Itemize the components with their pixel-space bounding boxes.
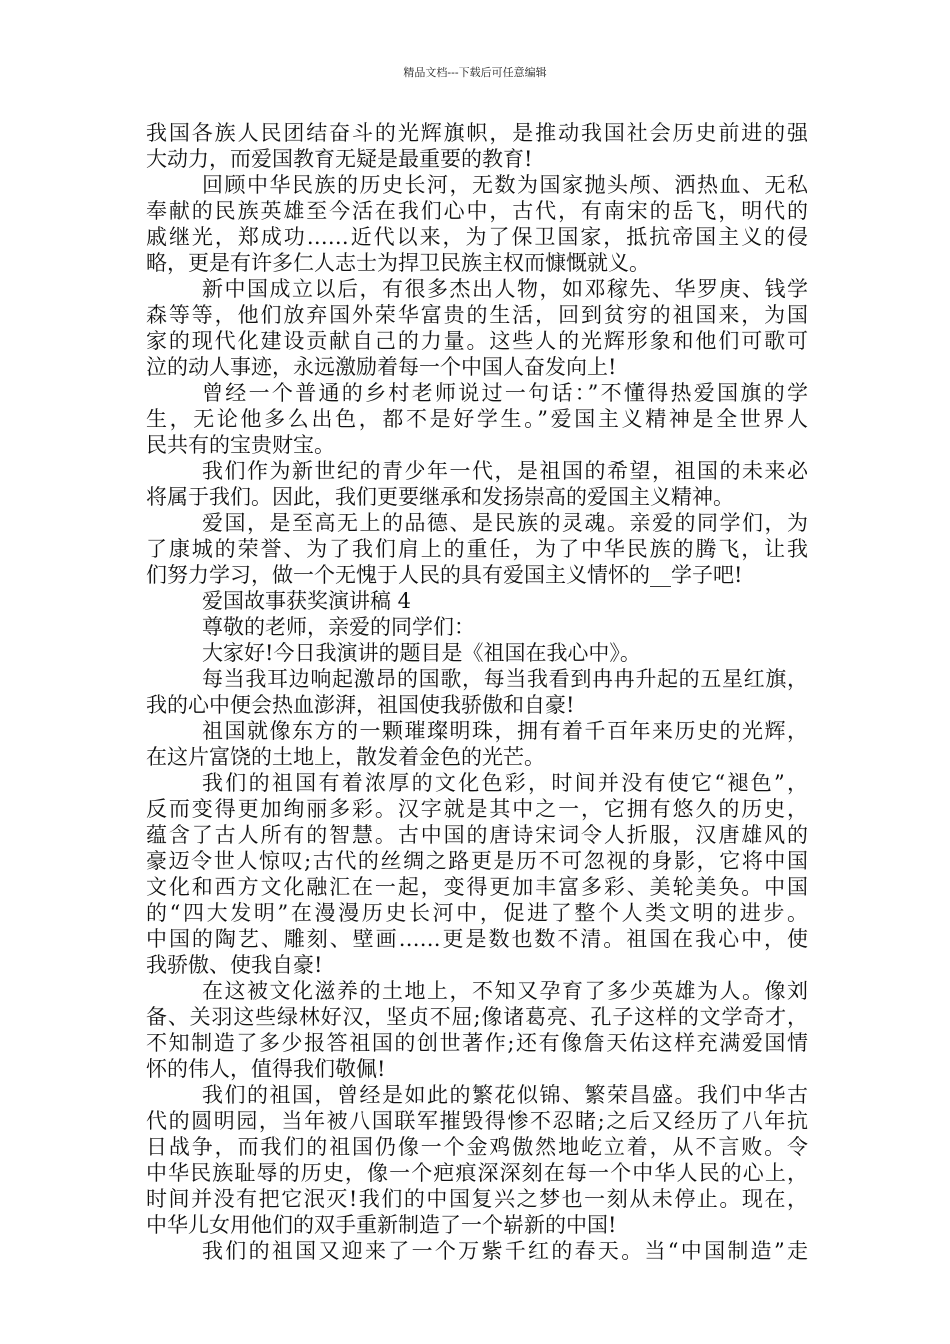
text-line: 曾经一个普通的乡村老师说过一句话：”不懂得热爱国旗的学 bbox=[202, 381, 808, 405]
text-line: 略，更是有许多仁人志士为捍卫民族主权而慷慨就义。 bbox=[146, 251, 650, 275]
text-line: 了康城的荣誉、为了我们肩上的重任，为了中华民族的腾飞，让我 bbox=[146, 537, 808, 561]
text-line: 备、关羽这些绿林好汉，坚贞不屈;像诸葛亮、孔子这样的文学奇才， bbox=[146, 1005, 808, 1029]
text-line: 不知制造了多少报答祖国的创世著作;还有像詹天佑这样充满爱国情 bbox=[146, 1031, 808, 1055]
text-line: 每当我耳边响起激昂的国歌，每当我看到冉冉升起的五星红旗， bbox=[202, 667, 808, 691]
text-line: 我们的祖国，曾经是如此的繁花似锦、繁荣昌盛。我们中华古 bbox=[202, 1083, 808, 1107]
text-line: 代的圆明园，当年被八国联军摧毁得惨不忍睹;之后又经历了八年抗 bbox=[146, 1109, 808, 1133]
text-line: 我的心中便会热血澎湃，祖国使我骄傲和自豪! bbox=[146, 693, 575, 717]
text-line: 新中国成立以后，有很多杰出人物，如邓稼先、华罗庚、钱学 bbox=[202, 277, 808, 301]
text-line: 大家好!今日我演讲的题目是《祖国在我心中》。 bbox=[202, 641, 641, 665]
text-line: 森等等，他们放弃国外荣华富贵的生活，回到贫穷的祖国来，为国 bbox=[146, 303, 808, 327]
text-line: 奉献的民族英雄至今活在我们心中，古代，有南宋的岳飞，明代的 bbox=[146, 199, 808, 223]
text-line: 时间并没有把它泯灭!我们的中国复兴之梦也一刻从未停止。现在， bbox=[146, 1187, 808, 1211]
text-line: 生，无论他多么出色，都不是好学生。”爱国主义精神是全世界人 bbox=[146, 407, 808, 431]
text-line: 我们的祖国有着浓厚的文化色彩，时间并没有使它“褪色”， bbox=[202, 771, 808, 795]
text-line: 回顾中华民族的历史长河，无数为国家抛头颅、洒热血、无私 bbox=[202, 173, 808, 197]
text-line: 怀的伟人，值得我们敬佩! bbox=[146, 1057, 386, 1081]
text-line: 爱国，是至高无上的品德、是民族的灵魂。亲爱的同学们，为 bbox=[202, 511, 808, 535]
text-line: 蕴含了古人所有的智慧。古中国的唐诗宋词令人折服，汉唐雄风的 bbox=[146, 823, 808, 847]
text-line: 我们的祖国又迎来了一个万紫千红的春天。当“中国制造”走 bbox=[202, 1239, 808, 1263]
page-header: 精品文档---下载后可任意编辑 bbox=[403, 66, 547, 79]
text-line: 祖国就像东方的一颗璀璨明珠，拥有着千百年来历史的光辉， bbox=[202, 719, 808, 743]
text-line: 我骄傲、使我自豪! bbox=[146, 953, 323, 977]
document-body bbox=[146, 120, 808, 1264]
text-line: 豪迈令世人惊叹;古代的丝绸之路更是历不可忽视的身影，它将中国 bbox=[146, 849, 808, 873]
text-line: 中国的陶艺、雕刻、壁画……更是数也数不清。祖国在我心中，使 bbox=[146, 927, 808, 951]
text-line: 日战争，而我们的祖国仍像一个金鸡傲然地屹立着，从不言败。令 bbox=[146, 1135, 808, 1159]
text-line: 在这片富饶的土地上，散发着金色的光芒。 bbox=[146, 745, 545, 769]
text-line: 中华民族耻辱的历史，像一个疤痕深深刻在每一个中华人民的心上， bbox=[146, 1161, 808, 1185]
text-line: 文化和西方文化融汇在一起，变得更加丰富多彩、美轮美奂。中国 bbox=[146, 875, 808, 899]
text-line: 家的现代化建设贡献自己的力量。这些人的光辉形象和他们可歌可 bbox=[146, 329, 808, 353]
text-line: 戚继光，郑成功……近代以来，为了保卫国家，抵抗帝国主义的侵 bbox=[146, 225, 808, 249]
text-line: 在这被文化滋养的土地上，不知又孕育了多少英雄为人。像刘 bbox=[202, 979, 808, 1003]
text-line: 爱国故事获奖演讲稿 4 bbox=[202, 589, 412, 613]
text-line: 中华儿女用他们的双手重新制造了一个崭新的中国! bbox=[146, 1213, 617, 1237]
text-line: 的“四大发明”在漫漫历史长河中，促进了整个人类文明的进步。 bbox=[146, 901, 808, 925]
text-line: 尊敬的老师，亲爱的同学们： bbox=[202, 615, 475, 639]
text-line: 泣的动人事迹，永远激励着每一个中国人奋发向上! bbox=[146, 355, 617, 379]
text-line: 我们作为新世纪的青少年一代，是祖国的希望，祖国的未来必 bbox=[202, 459, 808, 483]
text-line: 大动力，而爱国教育无疑是最重要的教育! bbox=[146, 147, 533, 171]
text-line: 反而变得更加绚丽多彩。汉字就是其中之一，它拥有悠久的历史， bbox=[146, 797, 808, 821]
text-line: 民共有的宝贵财宝。 bbox=[146, 433, 335, 457]
text-line: 我国各族人民团结奋斗的光辉旗帜，是推动我国社会历史前进的强 bbox=[146, 121, 808, 145]
text-line: 们努力学习，做一个无愧于人民的具有爱国主义情怀的__学子吧! bbox=[146, 563, 743, 587]
text-line: 将属于我们。因此，我们更要继承和发扬崇高的爱国主义精神。 bbox=[146, 485, 734, 509]
